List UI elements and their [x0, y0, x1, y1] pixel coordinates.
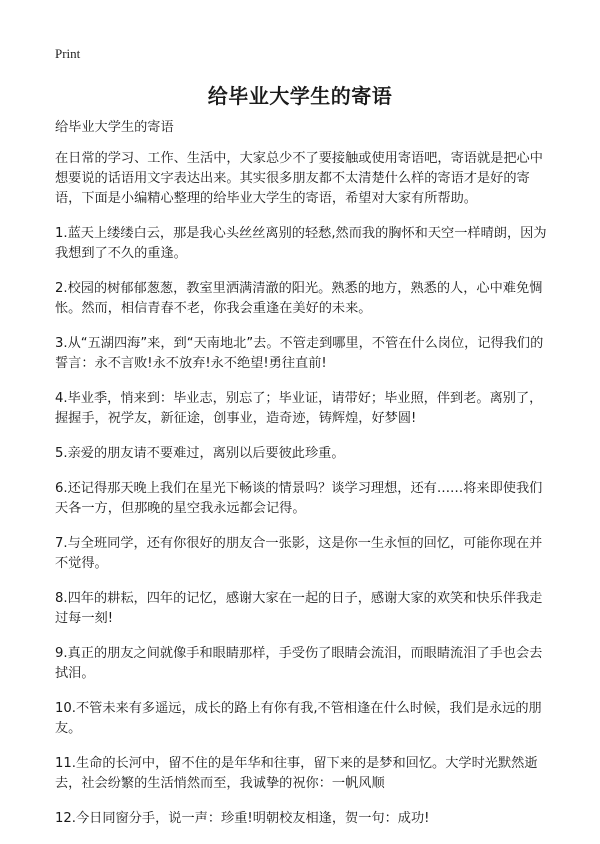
message-item: 8.四年的耕耘，四年的记忆，感谢大家在一起的日子，感谢大家的欢笑和快乐伴我走过每一刻!: [55, 591, 543, 626]
document-title: 给毕业大学生的寄语: [207, 84, 393, 108]
message-item: 1.蓝天上缕缕白云，那是我心头丝丝离别的轻愁,然而我的胸怀和天空一样晴朗，因为我想到了不久的重逢。: [55, 226, 547, 261]
message-item: 11.生命的长河中，留不住的是年华和往事，留下来的是梦和回忆。大学时光默然逝去，社会纷繁的生活悄然而至，我诚挚的祝你：一帆风顺: [55, 756, 538, 791]
document-subtitle: 给毕业大学生的寄语: [55, 120, 174, 135]
message-item: 9.真正的朋友之间就像手和眼睛那样，手受伤了眼睛会流泪，而眼睛流泪了手也会去拭泪。: [55, 646, 543, 681]
message-item: 3.从“五湖四海”来，到“天南地北”去。不管走到哪里，不管在什么岗位，记得我们的誓言：永不言败!永不放弃!永不绝望!勇往直前!: [55, 336, 544, 371]
message-item: 4.毕业季，悄来到：毕业志，别忘了；毕业证，请带好；毕业照，伴到老。离别了，握握手，祝学友，新征途，创事业，造奇迹，铸辉煌，好梦圆!: [55, 391, 543, 426]
message-item: 2.校园的树郁郁葱葱，教室里洒满清澈的阳光。熟悉的地方，熟悉的人，心中难免惆怅。然而，相信青春不老，你我会重逢在美好的未来。: [55, 281, 543, 316]
intro-paragraph: 在日常的学习、工作、生活中，大家总少不了要接触或使用寄语吧，寄语就是把心中想要说的话语用文字表达出来。其实很多朋友都不太清楚什么样的寄语才是好的寄语，下面是小编精心整理的给毕业大学生的寄语，希望对大家有所帮助。: [55, 151, 543, 206]
print-link[interactable]: Print: [55, 46, 81, 61]
message-item: 7.与全班同学，还有你很好的朋友合一张影，这是你一生永恒的回忆，可能你现在并不觉得。: [55, 536, 543, 571]
message-item: 6.还记得那天晚上我们在星光下畅谈的情景吗？谈学习理想，还有……将来即使我们天各一方，但那晚的星空我永远都会记得。: [55, 481, 543, 516]
message-item: 12.今日同窗分手，说一声：珍重!明朝校友相逢，贺一句：成功!: [55, 811, 430, 826]
message-item: 10.不管未来有多遥远，成长的路上有你有我,不管相逢在什么时候，我们是永远的朋友。: [55, 701, 542, 736]
message-item: 5.亲爱的朋友请不要难过，离别以后要彼此珍重。: [55, 446, 345, 461]
document-body: [55, 118, 549, 844]
